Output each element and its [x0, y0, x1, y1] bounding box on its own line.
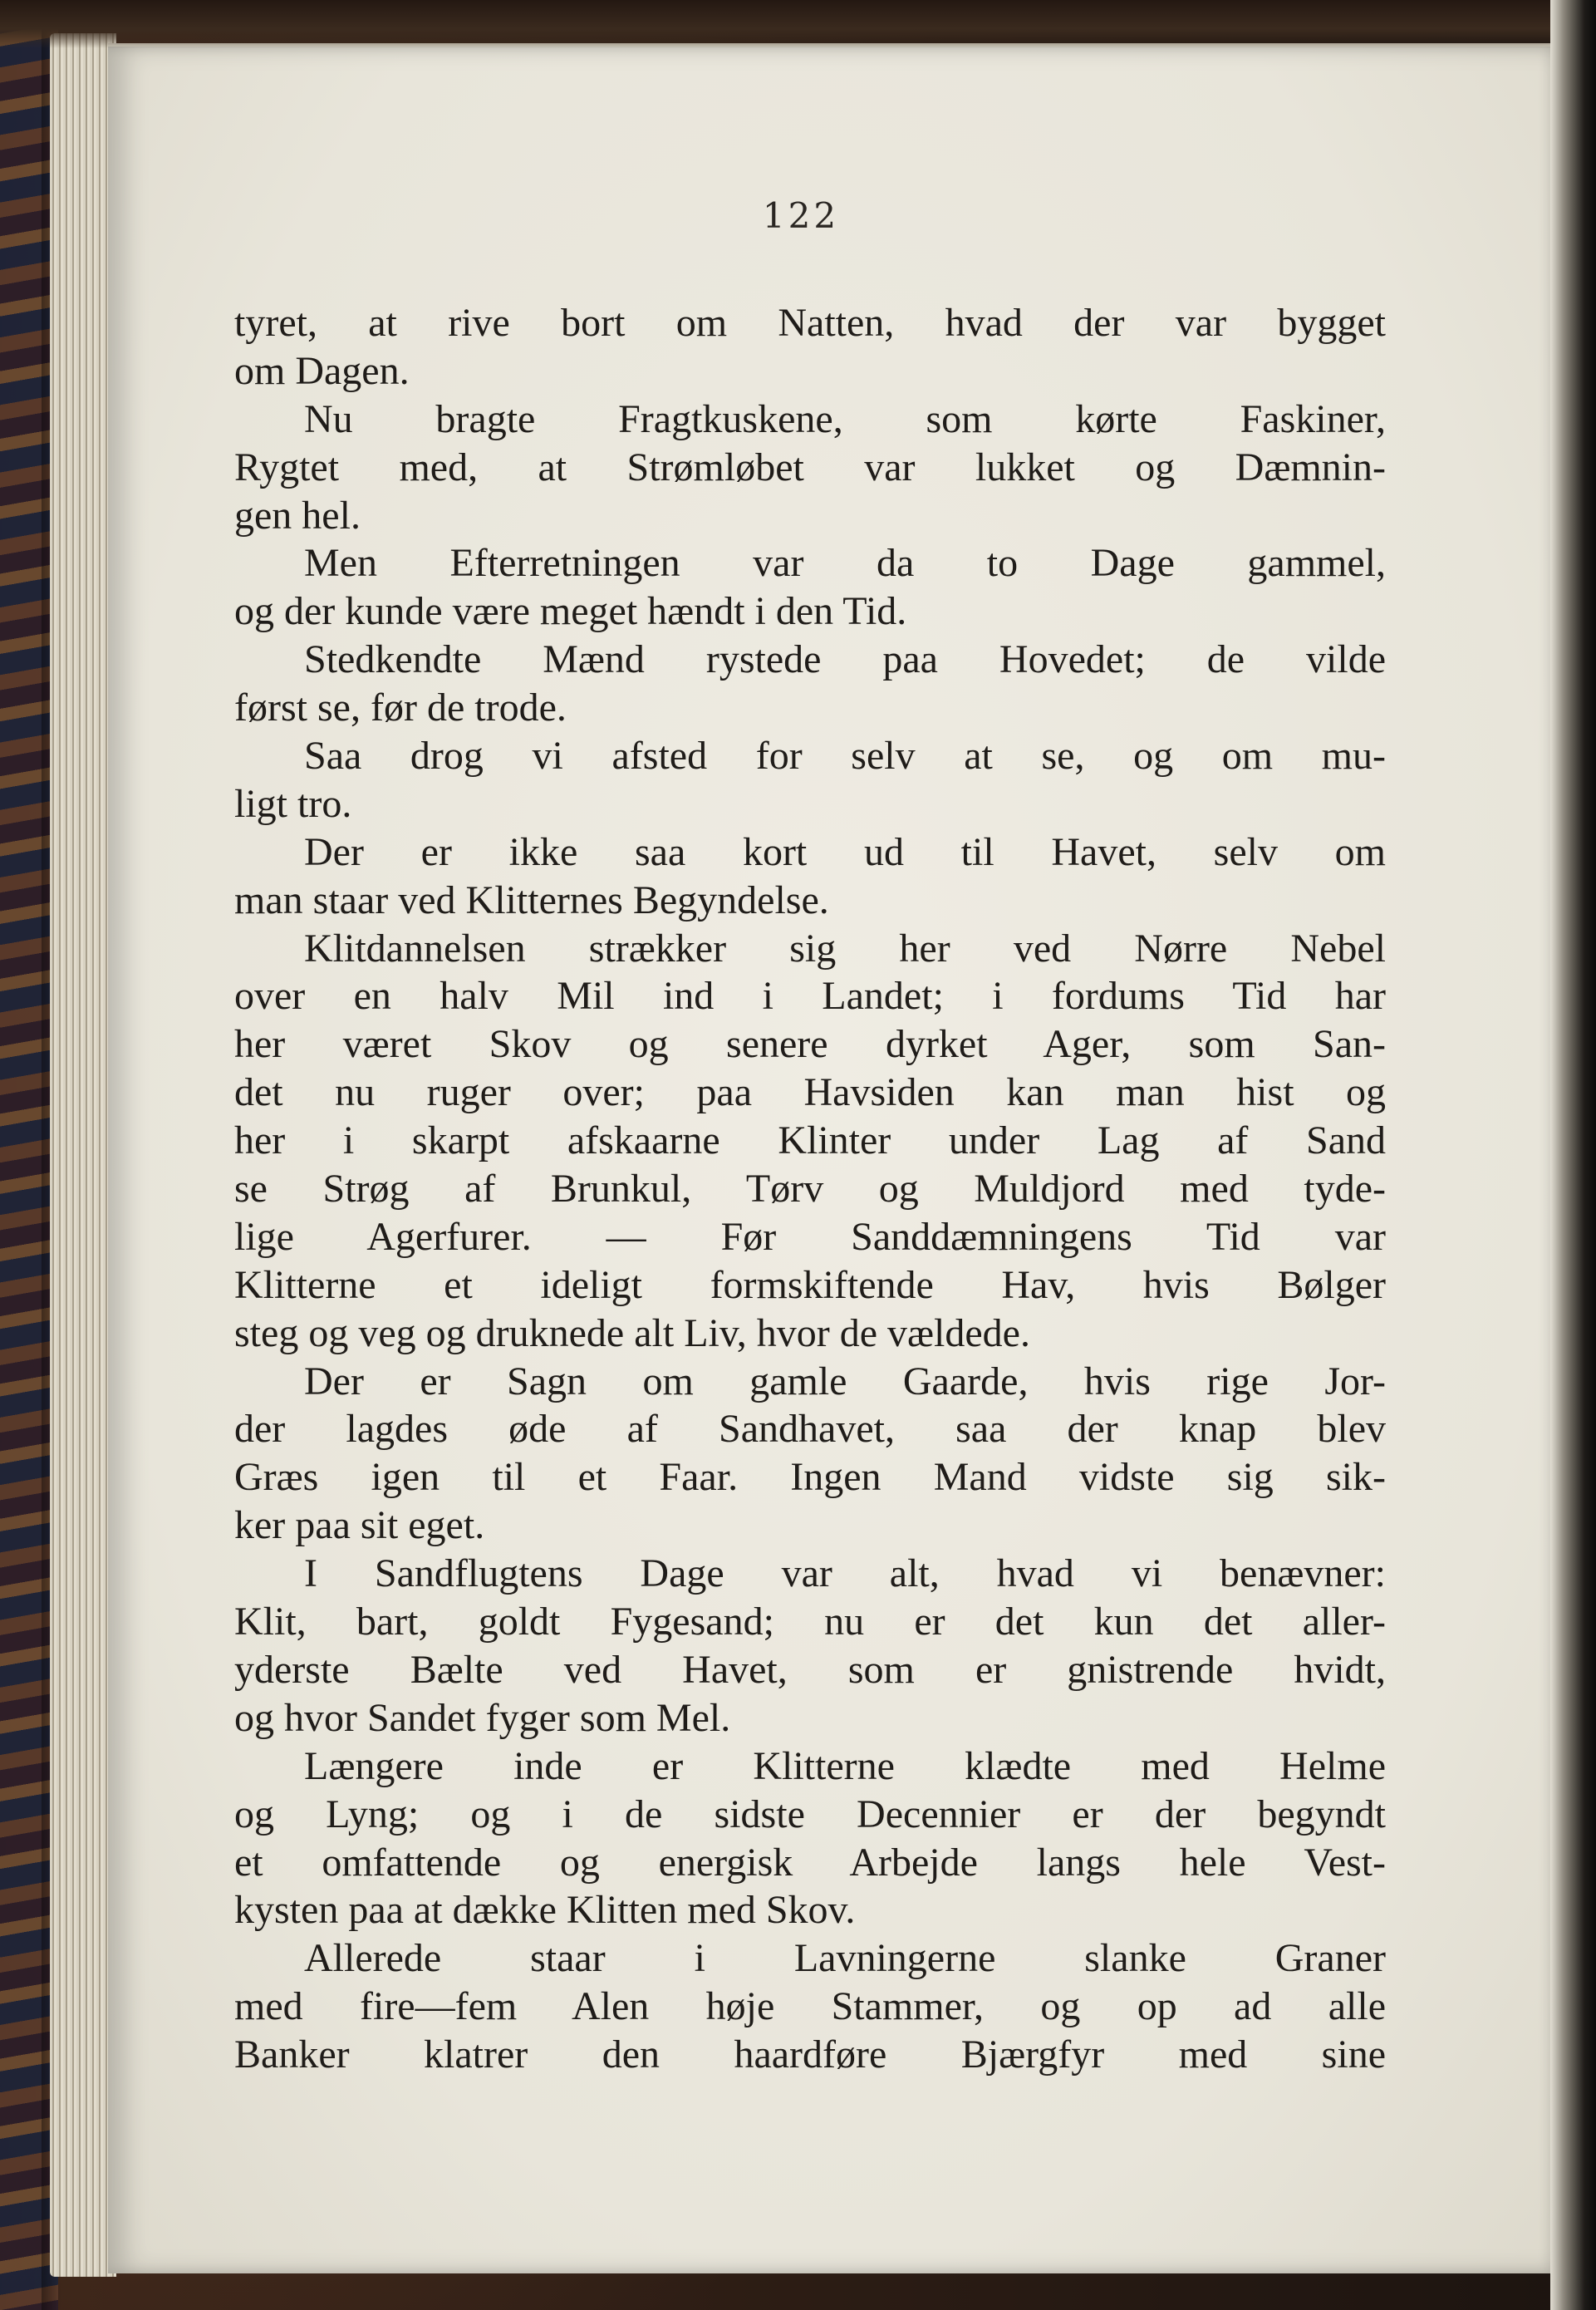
- text-line: lige Agerfurer. — Før Sanddæmningens Tid var: [234, 1214, 1386, 1259]
- text-line: Klitterne et ideligt formskiftende Hav, hvis Bølger: [234, 1262, 1386, 1307]
- text-line: I Sandflugtens Dage var alt, hvad vi benævner:: [304, 1551, 1386, 1596]
- text-line: Der er Sagn om gamle Gaarde, hvis rige Jor-: [304, 1359, 1386, 1403]
- text-line: her i skarpt afskaarne Klinter under Lag af Sand: [234, 1118, 1386, 1163]
- text-line: Nu bragte Fragtkuskene, som kørte Faskiner,: [304, 396, 1386, 441]
- page-stack-edges: [50, 33, 116, 2277]
- text-line: gen hel.: [234, 493, 361, 538]
- text-line: Saa drog vi afsted for selv at se, og om mu-: [304, 734, 1386, 779]
- text-line: man staar ved Klitternes Begyndelse.: [234, 877, 829, 922]
- text-line: Klit, bart, goldt Fygesand; nu er det kun det aller-: [234, 1600, 1386, 1644]
- text-line: Klitdannelsen strækker sig her ved Nørre Nebel: [304, 926, 1386, 971]
- top-shadow: [0, 0, 1596, 48]
- text-line: et omfattende og energisk Arbejde langs hele Vest-: [234, 1840, 1386, 1885]
- text-line: Stedkendte Mænd rystede paa Hovedet; de vilde: [304, 637, 1386, 682]
- text-line: og Lyng; og i de sidste Decennier er der begyndt: [234, 1791, 1386, 1836]
- right-gutter-shadow: [1550, 0, 1596, 2310]
- text-line: først se, før de trode.: [234, 686, 567, 730]
- text-line: ker paa sit eget.: [234, 1503, 485, 1548]
- text-line: over en halv Mil ind i Landet; i fordums Tid har: [234, 974, 1386, 1019]
- text-line: Rygtet med, at Strømløbet var lukket og Dæmnin-: [234, 445, 1386, 489]
- text-line: Længere inde er Klitterne klædte med Helme: [304, 1743, 1386, 1788]
- text-line: med fire—fem Alen høje Stammer, og op ad alle: [234, 1984, 1386, 2029]
- text-line: om Dagen.: [234, 348, 410, 393]
- text-line: der lagdes øde af Sandhavet, saa der knap blev: [234, 1407, 1386, 1452]
- text-line: her været Skov og senere dyrket Ager, som San-: [234, 1022, 1386, 1067]
- text-line: Græs igen til et Faar. Ingen Mand vidste sig sik-: [234, 1455, 1386, 1500]
- text-line: ligt tro.: [234, 781, 352, 826]
- text-line: Men Efterretningen var da to Dage gammel,: [304, 541, 1386, 586]
- body-text: [234, 299, 1386, 2079]
- text-line: og hvor Sandet fyger som Mel.: [234, 1695, 731, 1740]
- text-line: det nu ruger over; paa Havsiden kan man hist og: [234, 1070, 1386, 1115]
- page-number: 122: [762, 195, 840, 236]
- text-line: yderste Bælte ved Havet, som er gnistrende hvidt,: [234, 1647, 1386, 1692]
- text-line: Der er ikke saa kort ud til Havet, selv om: [304, 829, 1386, 874]
- text-line: steg og veg og druknede alt Liv, hvor de vældede.: [234, 1310, 1030, 1355]
- text-line: Allerede staar i Lavningerne slanke Graner: [304, 1936, 1386, 1981]
- text-line: se Strøg af Brunkul, Tørv og Muldjord med tyde-: [234, 1167, 1386, 1212]
- text-line: kysten paa at dække Klitten med Skov.: [234, 1888, 856, 1933]
- text-line: Banker klatrer den haardføre Bjærgfyr med sine: [234, 2032, 1386, 2077]
- text-line: tyret, at rive bort om Natten, hvad der var bygget: [234, 301, 1386, 345]
- text-line: og der kunde være meget hændt i den Tid.: [234, 589, 907, 634]
